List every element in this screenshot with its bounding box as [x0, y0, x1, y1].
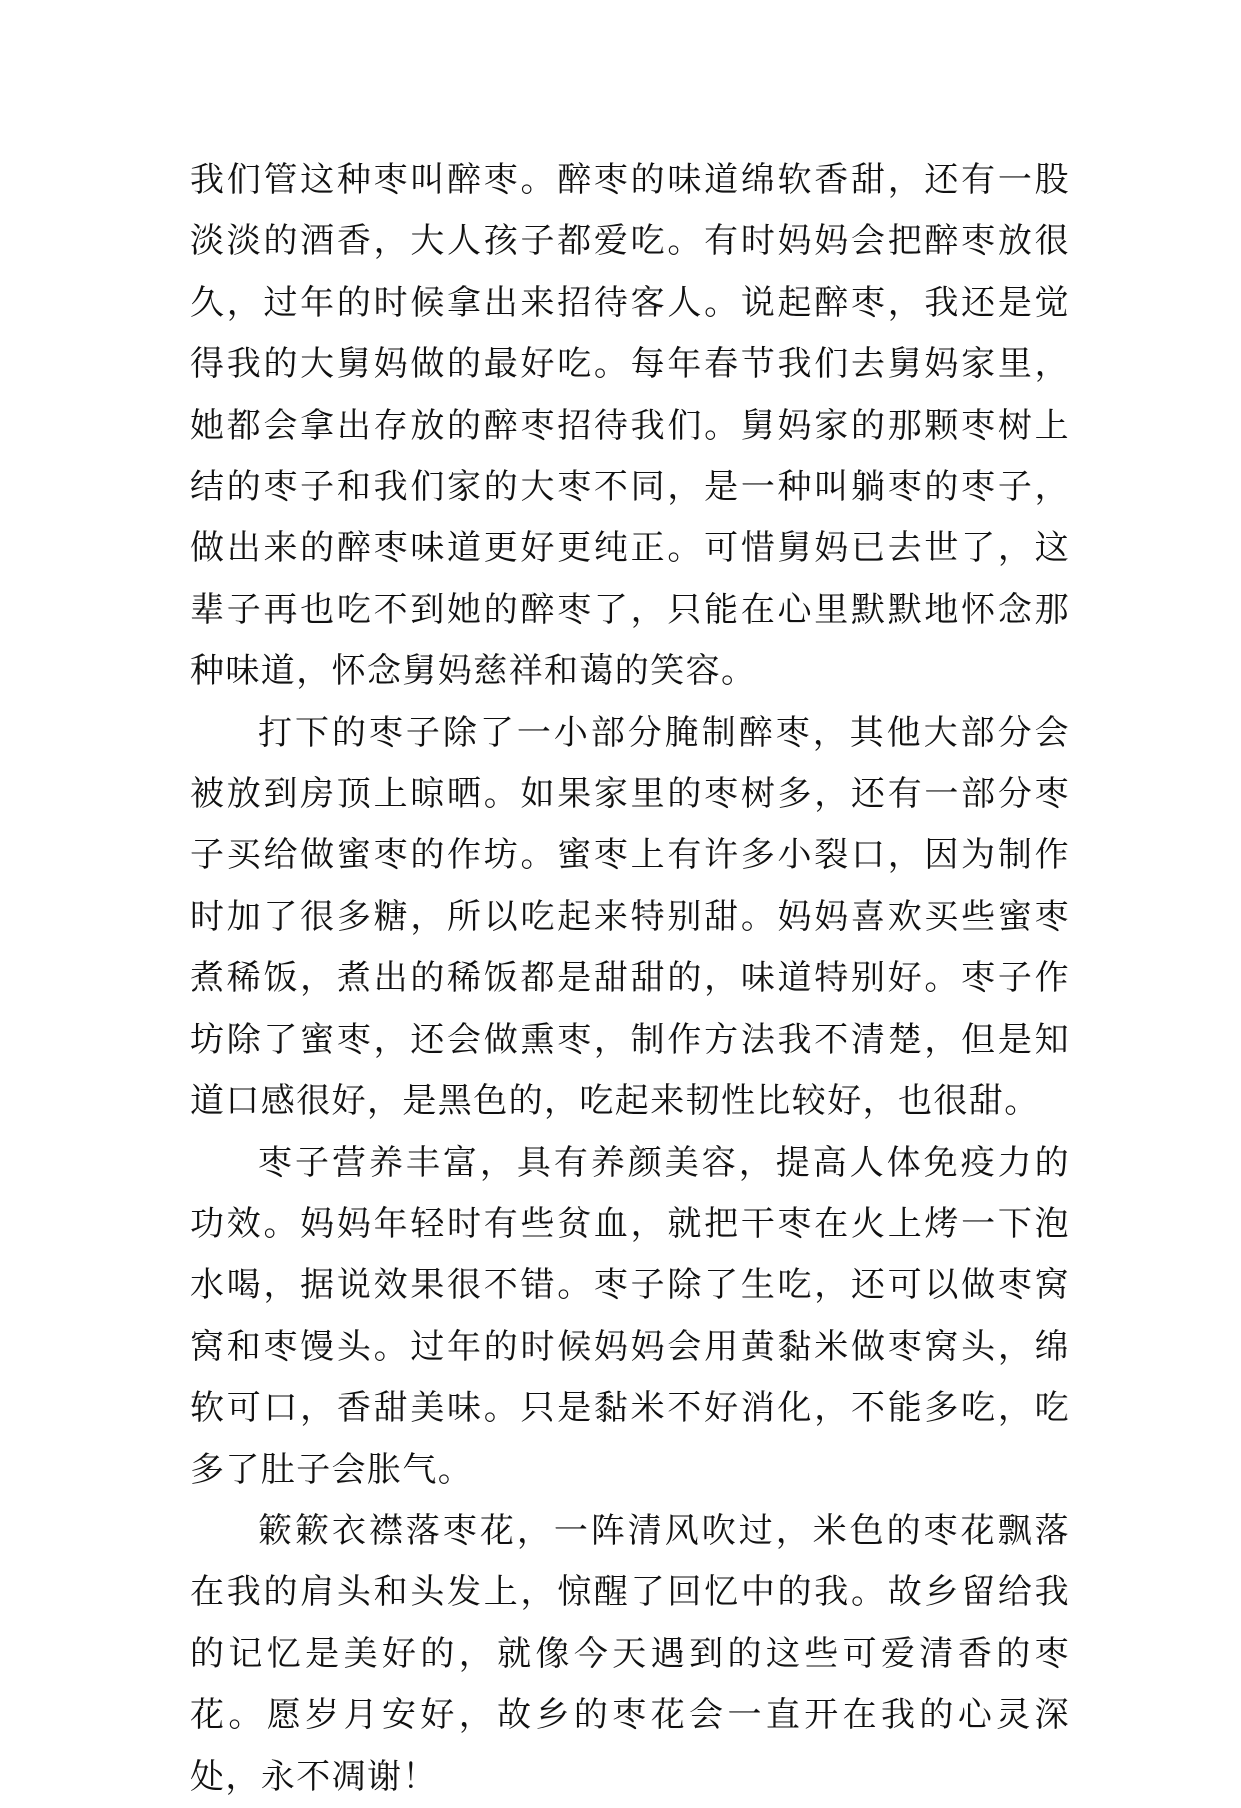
paragraph-jujube-nutrition: 枣子营养丰富，具有养颜美容，提高人体免疫力的功效。妈妈年轻时有些贫血，就把干枣在火上烤一下泡水喝，据说效果很不错。枣子除了生吃，还可以做枣窝窝和枣馒头。过年的时候妈妈会用黄黏米做枣窝头，绵软可口，香甜美味。只是黏米不好消化，不能多吃，吃多了肚子会胀气。 [190, 1142, 1070, 1490]
paragraph-jujube-flowers: 簌簌衣襟落枣花，一阵清风吹过，米色的枣花飘落在我的肩头和头发上，惊醒了回忆中的我。故乡留给我的记忆是美好的，就像今天遇到的这些可爱清香的枣花。愿岁月安好，故乡的枣花会一直开在我的心灵深处，永不凋谢！ [190, 1510, 1070, 1797]
paragraph-drunken-jujube: 我们管这种枣叫醉枣。醉枣的味道绵软香甜，还有一股淡淡的酒香，大人孩子都爱吃。有时妈妈会把醉枣放很久，过年的时候拿出来招待客人。说起醉枣，我还是觉得我的大舅妈做的最好吃。每年春节我们去舅妈家里，她都会拿出存放的醉枣招待我们。舅妈家的那颗枣树上结的枣子和我们家的大枣不同，是一种叫躺枣的枣子，做出来的醉枣味道更好更纯正。可惜舅妈已去世了，这辈子再也吃不到她的醉枣了，只能在心里默默地怀念那种味道，怀念舅妈慈祥和蔼的笑容。 [190, 160, 1070, 692]
paragraph-dried-jujube: 打下的枣子除了一小部分腌制醉枣，其他大部分会被放到房顶上晾晒。如果家里的枣树多，还有一部分枣子买给做蜜枣的作坊。蜜枣上有许多小裂口，因为制作时加了很多糖，所以吃起来特别甜。妈妈喜欢买些蜜枣煮稀饭，煮出的稀饭都是甜甜的，味道特别好。枣子作坊除了蜜枣，还会做熏枣，制作方法我不清楚，但是知道口感很好，是黑色的，吃起来韧性比较好，也很甜。 [190, 712, 1070, 1122]
document-page [190, 150, 1070, 1808]
